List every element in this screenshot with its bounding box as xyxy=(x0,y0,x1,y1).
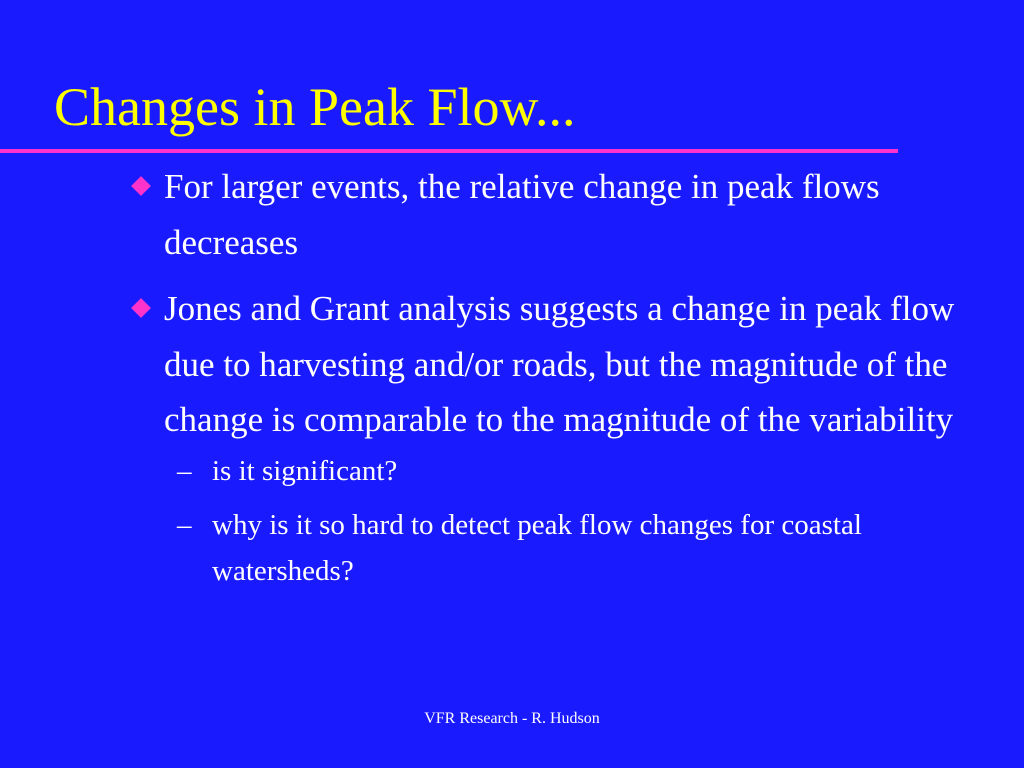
sub-bullet-list xyxy=(177,448,984,594)
bullet-text: For larger events, the relative change in peak flows decreases xyxy=(164,167,880,262)
slide-footer: VFR Research - R. Hudson xyxy=(424,710,600,727)
sub-bullet-item xyxy=(177,502,984,594)
bullet-item xyxy=(164,159,984,270)
bullet-text: Jones and Grant analysis suggests a change in peak flow due to harvesting and/or roads, but the magnitude of the change is comparable to the magnitude of the variability xyxy=(164,289,955,439)
dash-marker: – xyxy=(177,454,192,487)
bullet-item xyxy=(164,281,984,594)
dash-marker: – xyxy=(177,508,192,541)
diamond-bullet-icon xyxy=(131,176,151,196)
diamond-bullet-icon xyxy=(131,298,151,318)
slide-title: Changes in Peak Flow... xyxy=(54,77,576,137)
sub-bullet-item xyxy=(177,448,984,494)
bullet-list xyxy=(164,159,984,605)
sub-bullet-text: why is it so hard to detect peak flow changes for coastal watersheds? xyxy=(212,508,862,587)
sub-bullet-text: is it significant? xyxy=(212,454,398,487)
title-divider xyxy=(0,149,898,153)
